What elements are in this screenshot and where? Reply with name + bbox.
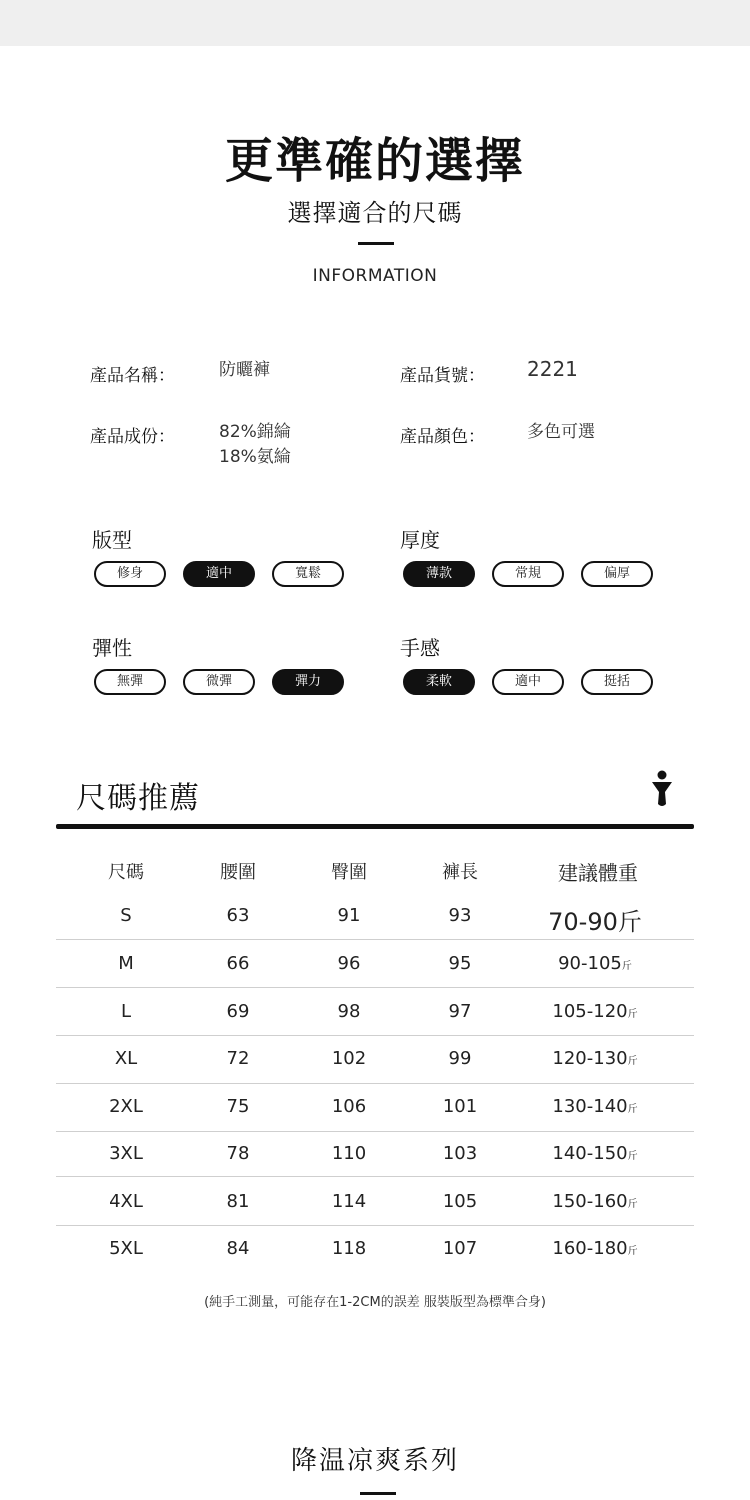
table-row-divider: [56, 1083, 694, 1084]
product-material-line-2: 18%氨綸: [219, 447, 291, 467]
cell-weight: [520, 1048, 670, 1069]
weight-range: 160-180: [552, 1238, 628, 1259]
elasticity-option-stretch: 彈力: [272, 669, 344, 695]
cell-length: 95: [448, 953, 472, 974]
product-code-value: 2221: [527, 357, 578, 381]
thickness-section-title: 厚度: [400, 528, 440, 552]
column-header-hip: 臀圍: [331, 862, 367, 883]
page-subtitle: 選擇適合的尺碼: [287, 199, 463, 227]
weight-range: 70-90: [548, 908, 618, 936]
weight-unit: 斤: [617, 908, 642, 936]
cell-hip: 114: [331, 1191, 367, 1212]
cell-weight: [520, 1096, 670, 1117]
weight-unit: 斤: [627, 1056, 638, 1067]
top-gray-bar: [0, 0, 750, 46]
cell-size: M: [118, 953, 134, 974]
fit-option-regular: 適中: [183, 561, 255, 587]
product-material-line-1: 82%錦綸: [219, 422, 291, 442]
weight-unit: 斤: [627, 1009, 638, 1020]
footer-series-title: 降温凉爽系列: [290, 1446, 459, 1476]
table-row-divider: [56, 1225, 694, 1226]
cell-size: 3XL: [109, 1143, 143, 1164]
column-header-weight: 建議體重: [558, 861, 638, 885]
cell-length: 105: [442, 1191, 478, 1212]
cell-waist: 75: [226, 1096, 250, 1117]
cell-weight: [520, 953, 670, 974]
table-row-divider: [56, 939, 694, 940]
weight-unit: 斤: [627, 1246, 638, 1257]
measurement-note: (純手工測量，可能存在1-2CM的誤差 服裝版型為標準合身): [204, 1295, 546, 1310]
weight-range: 105-120: [552, 1001, 628, 1022]
column-header-waist: 腰圍: [220, 862, 256, 883]
cell-weight: [520, 902, 670, 937]
column-header-length: 褲長: [442, 862, 478, 883]
cell-weight: [520, 1143, 670, 1164]
cell-length: 103: [442, 1143, 478, 1164]
elasticity-option-slight: 微彈: [183, 669, 255, 695]
cell-hip: 106: [331, 1096, 367, 1117]
weight-range: 90-105: [558, 953, 622, 974]
weight-range: 130-140: [552, 1096, 628, 1117]
cell-size: S: [120, 905, 132, 926]
fit-section-title: 版型: [92, 528, 132, 552]
cell-size: 2XL: [109, 1096, 143, 1117]
weight-unit: 斤: [627, 1151, 638, 1162]
table-row-divider: [56, 1131, 694, 1132]
cell-length: 107: [442, 1238, 478, 1259]
cell-size: XL: [114, 1048, 138, 1069]
cell-hip: 91: [337, 905, 361, 926]
feel-option-medium: 適中: [492, 669, 564, 695]
elasticity-option-none: 無彈: [94, 669, 166, 695]
cell-waist: 81: [226, 1191, 250, 1212]
cell-size: L: [120, 1001, 132, 1022]
cell-size: 5XL: [109, 1238, 143, 1259]
cell-weight: [520, 1001, 670, 1022]
product-color-value: 多色可選: [527, 422, 595, 442]
cell-length: 101: [442, 1096, 478, 1117]
weight-range: 120-130: [552, 1048, 628, 1069]
product-material-label: 產品成份：: [90, 427, 175, 447]
cell-hip: 110: [331, 1143, 367, 1164]
fit-option-loose: 寬鬆: [272, 561, 344, 587]
table-row-divider: [56, 1035, 694, 1036]
thickness-option-thin: 薄款: [403, 561, 475, 587]
feel-option-crisp: 挺括: [581, 669, 653, 695]
size-chart-header-rule: [56, 824, 694, 829]
fit-option-slim: 修身: [94, 561, 166, 587]
weight-unit: 斤: [627, 1199, 638, 1210]
product-color-label: 產品顏色：: [400, 427, 485, 447]
cell-waist: 66: [226, 953, 250, 974]
feel-option-soft: 柔軟: [403, 669, 475, 695]
title-divider: [358, 242, 394, 245]
elasticity-section-title: 彈性: [92, 636, 132, 660]
thickness-option-thick: 偏厚: [581, 561, 653, 587]
cell-hip: 102: [331, 1048, 367, 1069]
cell-length: 97: [448, 1001, 472, 1022]
weight-range: 140-150: [552, 1143, 628, 1164]
cell-weight: [520, 1238, 670, 1259]
footer-divider: [360, 1492, 396, 1495]
column-header-size: 尺碼: [108, 862, 144, 883]
information-label: INFORMATION: [312, 266, 438, 286]
weight-unit: 斤: [627, 1104, 638, 1115]
cell-length: 99: [448, 1048, 472, 1069]
weight-unit: 斤: [621, 961, 632, 972]
cell-waist: 84: [226, 1238, 250, 1259]
product-name-value: 防曬褲: [219, 360, 270, 380]
cell-length: 93: [448, 905, 472, 926]
weight-range: 150-160: [552, 1191, 628, 1212]
page-title: 更準確的選擇: [224, 133, 525, 189]
product-code-label: 產品貨號：: [400, 366, 485, 386]
feel-section-title: 手感: [400, 636, 440, 660]
cell-hip: 96: [337, 953, 361, 974]
cell-waist: 63: [226, 905, 250, 926]
cell-size: 4XL: [109, 1191, 143, 1212]
table-row-divider: [56, 1176, 694, 1177]
cell-waist: 78: [226, 1143, 250, 1164]
cell-waist: 72: [226, 1048, 250, 1069]
thickness-option-normal: 常規: [492, 561, 564, 587]
cell-hip: 118: [331, 1238, 367, 1259]
product-name-label: 產品名稱：: [90, 366, 175, 386]
cell-waist: 69: [226, 1001, 250, 1022]
cell-hip: 98: [337, 1001, 361, 1022]
cell-weight: [520, 1191, 670, 1212]
table-row-divider: [56, 987, 694, 988]
person-icon: [649, 770, 675, 810]
size-chart-title: 尺碼推薦: [76, 781, 200, 816]
